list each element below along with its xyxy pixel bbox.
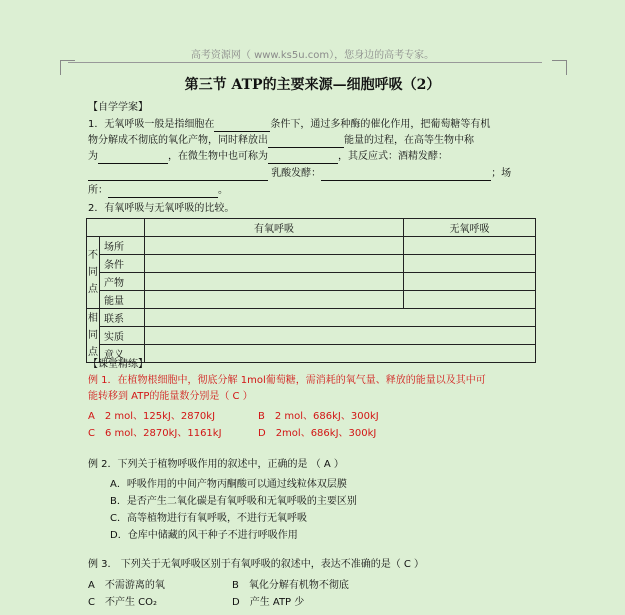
row-label: 产物: [100, 273, 145, 291]
example3-option-d: D 产生 ATP 少: [232, 597, 305, 608]
table-row: [87, 255, 536, 273]
row-label: 实质: [100, 327, 145, 345]
q1-text: 。: [218, 185, 228, 196]
q1-line1: [88, 118, 490, 132]
example3-option-b: B 氧化分解有机物不彻底: [232, 580, 349, 591]
practice-heading: 【课堂精练】: [88, 359, 148, 370]
q1-text: 所：: [88, 185, 108, 196]
table-cell[interactable]: [404, 237, 536, 255]
q1-line2: [88, 134, 474, 148]
blank-field[interactable]: [214, 120, 270, 132]
example1-line1: 例 1．在植物根细胞中，彻底分解 1mol葡萄糖，需消耗的氧气量、释放的能量以及其中可: [88, 375, 486, 386]
q1-text: ；场: [491, 168, 512, 179]
blank-field[interactable]: [321, 169, 491, 181]
table-cell[interactable]: [145, 345, 536, 363]
table-cell[interactable]: [145, 255, 404, 273]
example1-option-b: B 2 mol、686kJ、300kJ: [258, 411, 379, 422]
table-row: [87, 273, 536, 291]
crop-mark-top-right: [552, 60, 567, 75]
example3-option-c: C 不产生 CO₂: [88, 597, 158, 608]
table-cell[interactable]: [404, 291, 536, 309]
q1-text: 条件下，通过多种酶的催化作用，把葡萄糖等有机: [270, 119, 491, 130]
table-cell[interactable]: [145, 327, 536, 345]
table-cell[interactable]: [145, 237, 404, 255]
example1-option-d: D 2mol、686kJ、300kJ: [258, 428, 377, 439]
table-corner-cell: [87, 219, 145, 237]
table-cell[interactable]: [404, 273, 536, 291]
table-row: [87, 345, 536, 363]
row-label: 意义: [100, 345, 145, 363]
blank-field[interactable]: [88, 169, 268, 181]
q1-line3: [88, 150, 448, 164]
table-cell[interactable]: [145, 309, 536, 327]
group-label-same: 相 同 点: [87, 309, 100, 363]
q1-text: 乳酸发酵：: [271, 168, 322, 179]
column-header-anaerobic: 无氧呼吸: [404, 219, 536, 237]
q2-text: 2．有氧呼吸与无氧呼吸的比较。: [88, 203, 235, 214]
q1-text: ，其反应式：酒精发酵：: [338, 151, 448, 162]
example3-stem: 例 3． 下列关于无氧呼吸区别于有氧呼吸的叙述中，表达不准确的是（ C ）: [88, 559, 425, 570]
table-header-row: [87, 219, 536, 237]
comparison-table: [86, 218, 536, 363]
self-study-heading: 【自学学案】: [88, 102, 148, 113]
example2-stem: 例 2．下列关于植物呼吸作用的叙述中，正确的是 （ A ）: [88, 459, 344, 470]
example3-option-a: A 不需游离的氧: [88, 580, 165, 591]
table-cell[interactable]: [145, 291, 404, 309]
q1-text: 物分解成不彻底的氧化产物，同时释放出: [88, 135, 268, 146]
q1-text: 1．无氧呼吸一般是指细胞在: [88, 119, 215, 130]
q1-line4: [88, 167, 511, 181]
example2-option-a: A．呼吸作用的中间产物丙酮酸可以通过线粒体双层膜: [110, 479, 347, 490]
q1-line5: [88, 184, 228, 198]
table-row: [87, 327, 536, 345]
blank-field[interactable]: [268, 136, 344, 148]
example2-option-c: C．高等植物进行有氧呼吸，不进行无氧呼吸: [110, 513, 307, 524]
table-row: [87, 237, 536, 255]
row-label: 联系: [100, 309, 145, 327]
page-header: 高考资源网（ www.ks5u.com），您身边的高考专家。: [190, 50, 435, 61]
row-label: 条件: [100, 255, 145, 273]
blank-field[interactable]: [98, 152, 168, 164]
example2-option-d: D．仓库中储藏的风干种子不进行呼吸作用: [110, 530, 298, 541]
table-row: [87, 291, 536, 309]
column-header-aerobic: 有氧呼吸: [145, 219, 404, 237]
header-rule: [68, 62, 542, 63]
blank-field[interactable]: [108, 186, 218, 198]
row-label: 能量: [100, 291, 145, 309]
example2-option-b: B．是否产生二氧化碳是有氧呼吸和无氧呼吸的主要区别: [110, 496, 357, 507]
example1-option-c: C 6 mol、2870kJ、1161kJ: [88, 428, 222, 439]
table-row: [87, 309, 536, 327]
example1-option-a: A 2 mol、125kJ、2870kJ: [88, 411, 216, 422]
page-title: 第三节 ATP的主要来源—细胞呼吸（2）: [184, 77, 441, 93]
row-label: 场所: [100, 237, 145, 255]
blank-field[interactable]: [268, 152, 338, 164]
table-cell[interactable]: [145, 273, 404, 291]
q1-text: 能量的过程，在高等生物中称: [344, 135, 474, 146]
q1-text: 为: [88, 151, 98, 162]
example1-line2: 能转移到 ATP的能量数分别是（ C ）: [88, 391, 253, 402]
table-cell[interactable]: [404, 255, 536, 273]
q1-text: ，在微生物中也可称为: [168, 151, 268, 162]
group-label-different: 不 同 点: [87, 237, 100, 309]
